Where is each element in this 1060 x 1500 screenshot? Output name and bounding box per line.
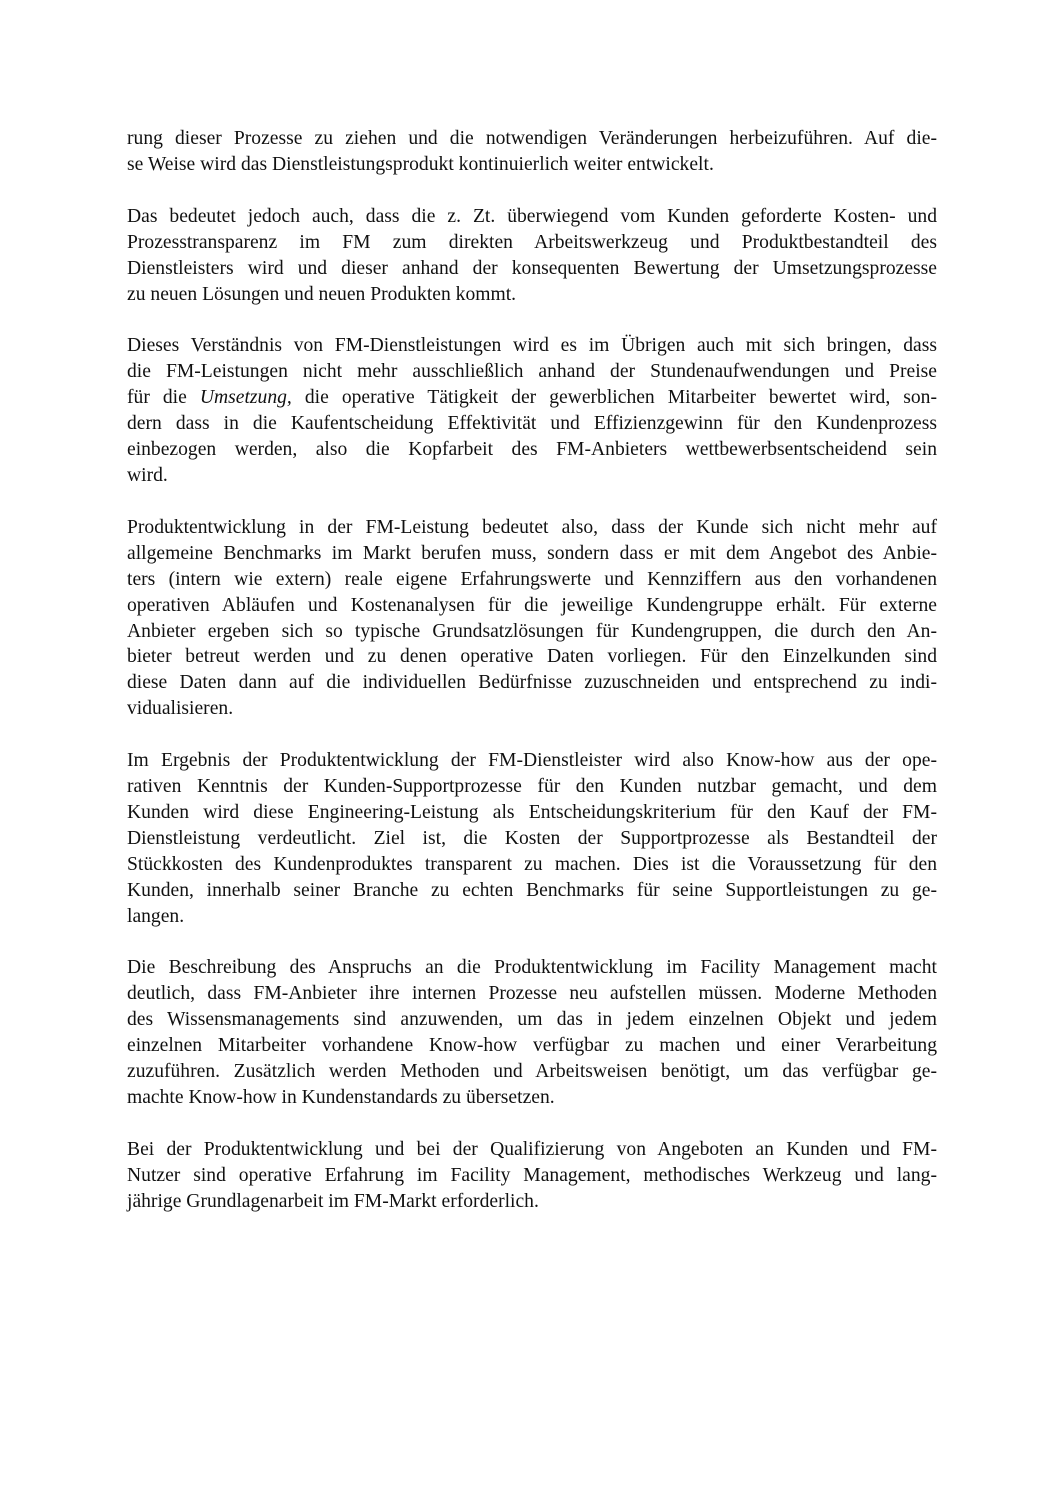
text-line: se Weise wird das Dienstleistungsprodukt kontinuierlich weiter entwickelt. (127, 153, 714, 175)
text-segment: für die (127, 387, 200, 409)
text-line: deutlich, dass FM-Anbieter ihre internen Prozesse neu aufstellen müssen. Moderne Methoden (127, 983, 937, 1005)
text-line: Dienstleisters wird und dieser anhand der konsequenten Bewertung der Umsetzungsprozesse (127, 257, 937, 279)
text-line: bieter betreut werden und zu denen operative Daten vorliegen. Für den Einzelkunden sind (127, 646, 937, 668)
paragraph-3 (127, 333, 937, 488)
paragraph-6 (127, 955, 937, 1110)
text-line: Stückkosten des Kundenproduktes transparent zu machen. Dies ist die Voraussetzung für den (127, 853, 937, 875)
text-line: Kunden, innerhalb seiner Branche zu echten Benchmarks für seine Supportleistungen zu ge- (127, 879, 937, 901)
document-body (127, 126, 937, 1241)
text-line: die FM-Leistungen nicht mehr ausschließlich anhand der Stundenaufwendungen und Preise (127, 361, 937, 383)
text-line: Nutzer sind operative Erfahrung im Facility Management, methodisches Werkzeug und lang- (127, 1164, 937, 1186)
text-line: einbezogen werden, also die Kopfarbeit des FM-Anbieters wettbewerbsentscheidend sein (127, 439, 937, 461)
text-line: operativen Abläufen und Kostenanalysen für die jeweilige Kundengruppe erhält. Für externe (127, 594, 937, 616)
text-line: vidualisieren. (127, 698, 234, 720)
text-line: machte Know-how in Kundenstandards zu übersetzen. (127, 1087, 555, 1108)
text-line: dern dass in die Kaufentscheidung Effektivität und Effizienzgewinn für den Kundenprozess (127, 413, 937, 435)
text-line: Anbieter ergeben sich so typische Grundsatzlösungen für Kundengruppen, die durch den An- (127, 620, 937, 642)
text-line: Dieses Verständnis von FM-Dienstleistungen wird es im Übrigen auch mit sich bringen, dass (127, 335, 937, 357)
text-line: wird. (127, 464, 168, 486)
text-line: allgemeine Benchmarks im Markt berufen muss, sondern dass er mit dem Angebot des Anbie- (127, 542, 937, 564)
paragraph-5 (127, 748, 937, 929)
paragraph-2 (127, 204, 937, 308)
text-line: Dienstleistung verdeutlicht. Ziel ist, die Kosten der Supportprozesse als Bestandteil der (127, 827, 937, 849)
text-line-mixed (127, 385, 937, 411)
text-line: Die Beschreibung des Anspruchs an die Produktentwicklung im Facility Management macht (127, 957, 937, 979)
paragraph-7 (127, 1137, 937, 1215)
text-line: Produktentwicklung in der FM-Leistung bedeutet also, dass der Kunde sich nicht mehr auf (127, 516, 937, 538)
text-line: Bei der Produktentwicklung und bei der Qualifizierung von Angeboten an Kunden und FM- (127, 1138, 937, 1160)
text-line: Prozesstransparenz im FM zum direkten Arbeitswerkzeug und Produktbestandteil des (127, 231, 937, 253)
paragraph-4 (127, 515, 937, 722)
text-line: langen. (127, 905, 185, 927)
text-line: rativen Kenntnis der Kunden-Supportprozesse für den Kunden nutzbar gemacht, und dem (127, 776, 937, 798)
emphasis-text: Umsetzung, (199, 387, 292, 409)
text-line: einzelnen Mitarbeiter vorhandene Know-how verfügbar zu machen und einer Verarbeitung (127, 1035, 937, 1057)
text-line: rung dieser Prozesse zu ziehen und die notwendigen Veränderungen herbeizuführen. Auf die- (127, 128, 937, 149)
text-line: Kunden wird diese Engineering-Leistung als Entscheidungskriterium für den Kauf der FM- (127, 801, 937, 823)
paragraph-1 (127, 126, 937, 178)
text-line: ters (intern wie extern) reale eigene Erfahrungswerte und Kennziffern aus den vorhandenen (127, 568, 937, 590)
text-line: diese Daten dann auf die individuellen Bedürfnisse zuzuschneiden und entsprechend zu indi- (127, 672, 937, 694)
text-line: des Wissensmanagements sind anzuwenden, um das in jedem einzelnen Objekt und jedem (127, 1009, 937, 1031)
text-line: Im Ergebnis der Produktentwicklung der FM-Dienstleister wird also Know-how aus der ope- (127, 750, 937, 772)
text-line: zuzuführen. Zusätzlich werden Methoden und Arbeitsweisen benötigt, um das verfügbar ge- (127, 1061, 937, 1083)
text-line: jährige Grundlagenarbeit im FM-Markt erforderlich. (127, 1190, 539, 1212)
text-segment: die operative Tätigkeit der gewerblichen Mitarbeiter bewertet wird, son- (304, 387, 937, 409)
text-line: Das bedeutet jedoch auch, dass die z. Zt. überwiegend vom Kunden geforderte Kosten- und (127, 205, 937, 227)
text-line: zu neuen Lösungen und neuen Produkten kommt. (127, 283, 517, 305)
